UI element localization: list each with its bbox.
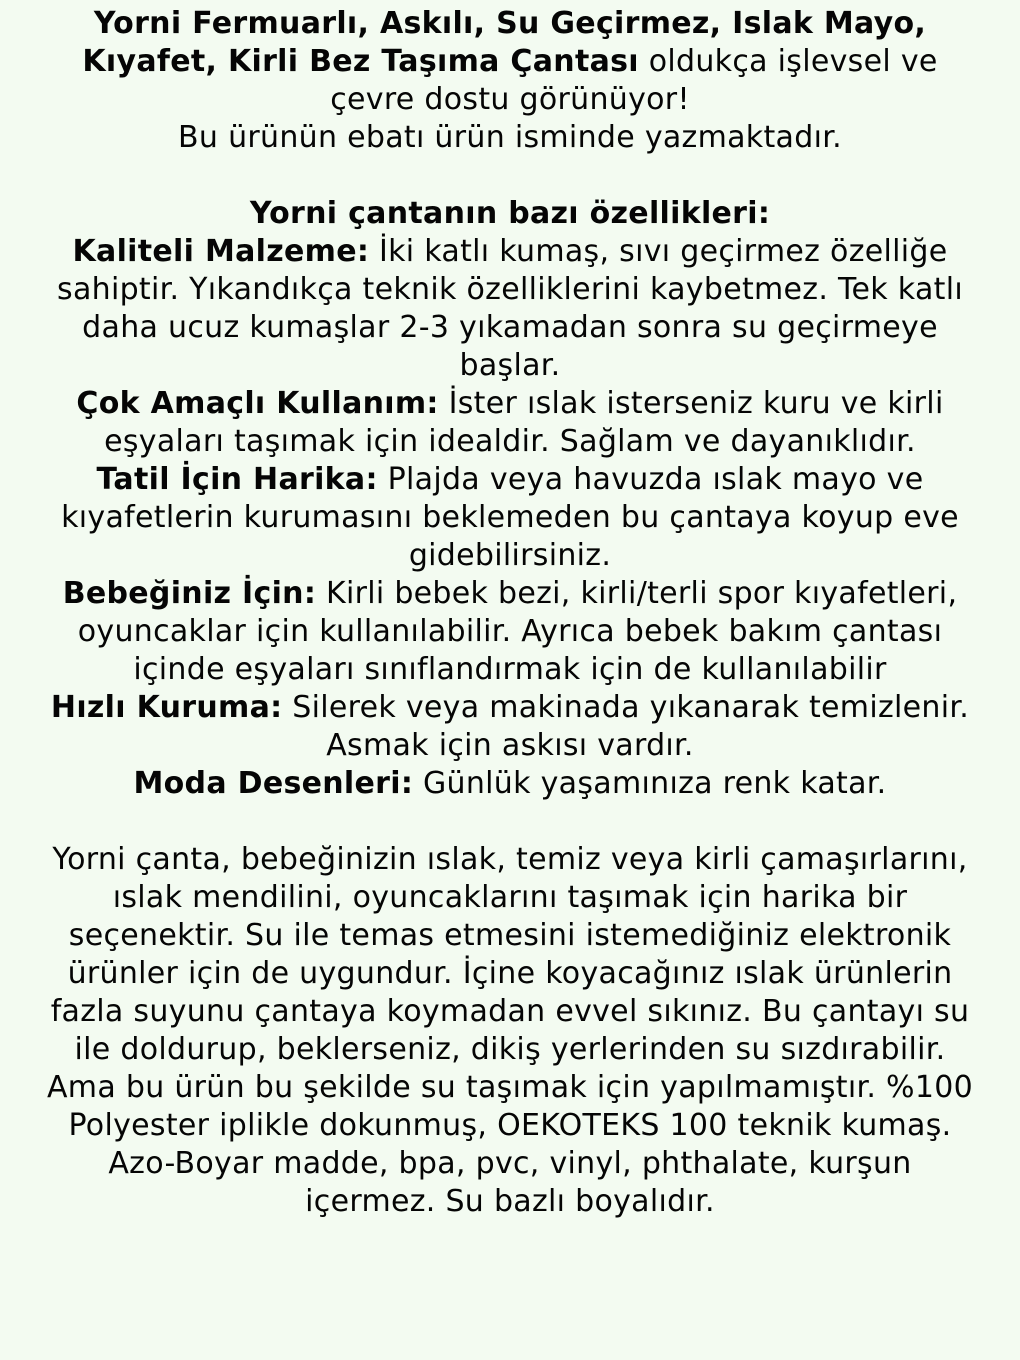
feature-label: Çok Amaçlı Kullanım: <box>76 386 439 421</box>
feature-hizli-kuruma <box>46 689 974 765</box>
feature-label: Bebeğiniz İçin: <box>62 576 317 611</box>
feature-cok-amacli-kullanim <box>46 385 974 461</box>
feature-kaliteli-malzeme <box>46 233 974 385</box>
feature-moda-desenleri <box>46 765 974 803</box>
size-note: Bu ürünün ebatı ürün isminde yazmaktadır. <box>178 120 842 155</box>
feature-bebeginiz-icin <box>46 575 974 689</box>
feature-label: Hızlı Kuruma: <box>50 690 283 725</box>
feature-text: İster ıslak isterseniz kuru ve kirli eşyaları taşımak için idealdir. Sağlam ve dayanıklıdır. <box>104 386 944 459</box>
product-title: Yorni Fermuarlı, Askılı, Su Geçirmez, Islak Mayo, Kıyafet, Kirli Bez Taşıma Çantası <box>82 6 927 79</box>
intro-title-rest: oldukça işlevsel ve çevre dostu görünüyor! <box>330 44 938 117</box>
feature-text: Silerek veya makinada yıkanarak temizlenir. Asmak için askısı vardır. <box>292 690 970 763</box>
feature-text: Günlük yaşamınıza renk katar. <box>422 766 887 801</box>
intro-paragraph <box>46 5 974 119</box>
feature-label: Kaliteli Malzeme: <box>72 234 370 269</box>
feature-text: Plajda veya havuzda ıslak mayo ve kıyafetlerin kurumasını beklemeden bu çantaya koyup eve gidebilirsiniz. <box>61 462 959 573</box>
feature-text: İki katlı kumaş, sıvı geçirmez özelliğe sahiptir. Yıkandıkça teknik özelliklerini kaybetmez. Tek katlı daha ucuz kumaşlar 2-3 yıkamadan sonra su geçirmeye başlar. <box>57 234 963 383</box>
feature-label: Tatil İçin Harika: <box>96 462 378 497</box>
features-heading-text: Yorni çantanın bazı özellikleri: <box>249 196 771 231</box>
features-heading <box>46 195 974 233</box>
outro-paragraph: Yorni çanta, bebeğinizin ıslak, temiz veya kirli çamaşırlarını, ıslak mendilini, oyuncaklarını taşımak için harika bir seçenektir. Su ile temas etmesini istemediğiniz elektronik ürünler için de uygundur. İçine koyacağınız ıslak ürünlerin fazla suyunu çantaya koymadan evvel sıkınız. Bu çantayı su ile doldurup, beklerseniz, dikiş yerlerinden su sızdırabilir. Ama bu ürün bu şekilde su taşımak için yapılmamıştır. %100 Polyester iplikle dokunmuş, OEKOTEKS 100 teknik kumaş. Azo-Boyar madde, bpa, pvc, vinyl, phthalate, kurşun içermez. Su bazlı boyalıdır. <box>46 842 973 1219</box>
feature-tatil-icin-harika <box>46 461 974 575</box>
feature-text: Kirli bebek bezi, kirli/terli spor kıyafetleri, oyuncaklar için kullanılabilir. Ayrıca bebek bakım çantası içinde eşyaları sınıflandırmak için de kullanılabilir <box>77 576 958 687</box>
feature-label: Moda Desenleri: <box>133 766 414 801</box>
